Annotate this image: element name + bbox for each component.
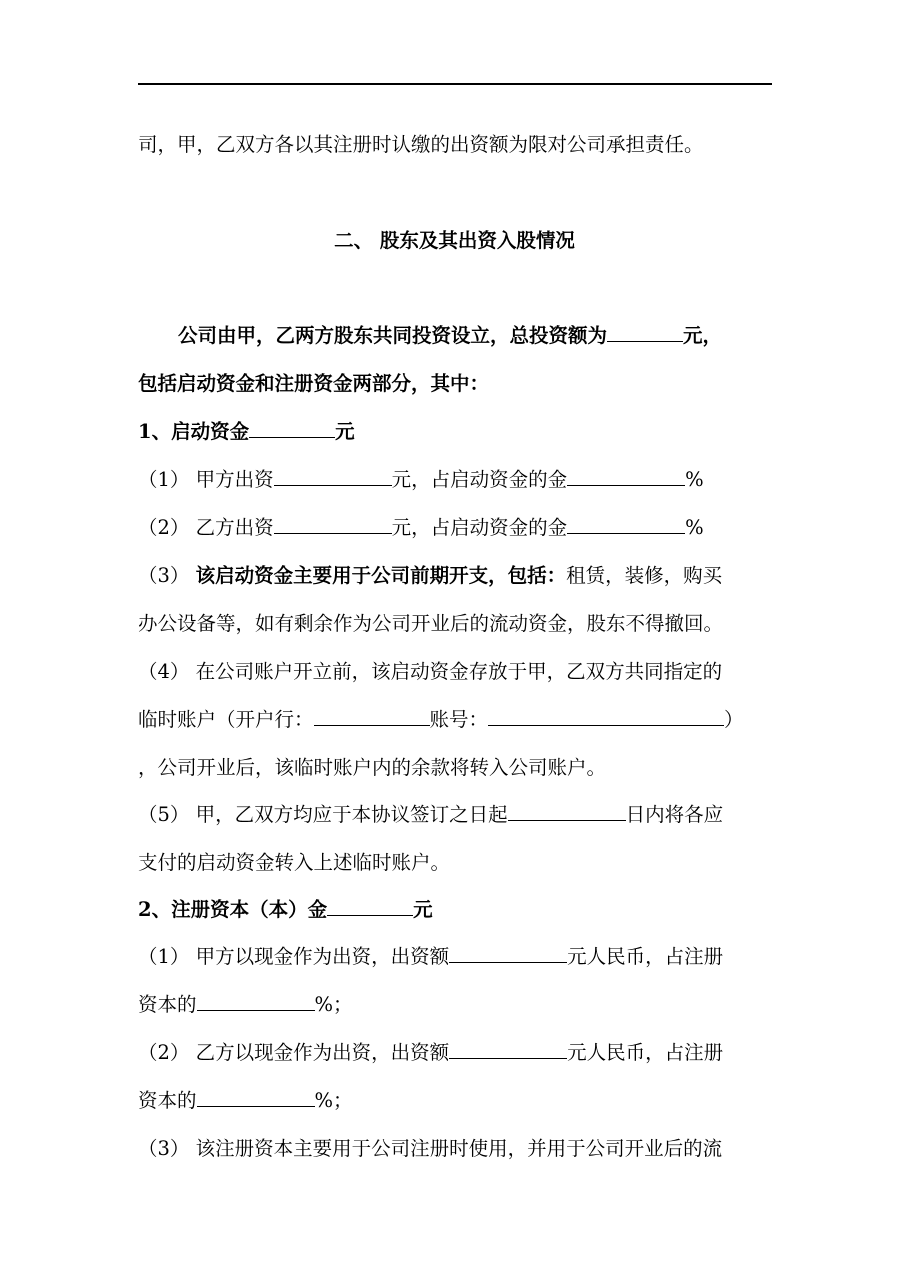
clause-line: （2） 乙方出资 元，占启动资金的金 % bbox=[138, 516, 704, 539]
blank-field[interactable] bbox=[508, 801, 626, 821]
intro-line: 公司由甲，乙两方股东共同投资设立，总投资额为 元， bbox=[178, 324, 723, 347]
clause-line: 资本的 %； bbox=[138, 993, 353, 1016]
subsection-title: 1、启动资金 元 bbox=[138, 420, 355, 443]
blank-field[interactable] bbox=[607, 322, 683, 342]
clause-line: （1） 甲方以现金作为出资，出资额 元人民币，占注册 bbox=[138, 945, 724, 968]
blank-field[interactable] bbox=[197, 991, 315, 1011]
clause-line: （1） 甲方出资 元，占启动资金的金 % bbox=[138, 468, 704, 491]
clause-line: （3） 该注册资本主要用于公司注册时使用，并用于公司开业后的流 bbox=[138, 1137, 723, 1160]
clause-line: （2） 乙方以现金作为出资，出资额 元人民币，占注册 bbox=[138, 1041, 724, 1064]
blank-field[interactable] bbox=[197, 1087, 315, 1107]
blank-field[interactable] bbox=[274, 514, 392, 534]
clause-line: （4） 在公司账户开立前，该启动资金存放于甲，乙双方共同指定的 bbox=[138, 660, 723, 683]
blank-field[interactable] bbox=[274, 466, 392, 486]
blank-field[interactable] bbox=[449, 943, 567, 963]
blank-field[interactable] bbox=[327, 896, 413, 916]
clause-line: 支付的启动资金转入上述临时账户。 bbox=[138, 851, 451, 874]
clause-line: 资本的 %； bbox=[138, 1089, 353, 1112]
blank-field[interactable] bbox=[488, 706, 724, 726]
clause-line: 临时账户（开户行： 账号： ） bbox=[138, 708, 744, 731]
blank-field[interactable] bbox=[314, 706, 430, 726]
header-rule bbox=[138, 83, 772, 85]
blank-field[interactable] bbox=[249, 418, 335, 438]
intro-line-2: 包括启动资金和注册资金两部分，其中： bbox=[138, 372, 490, 395]
blank-field[interactable] bbox=[567, 514, 685, 534]
clause-line: （3） 该启动资金主要用于公司前期开支，包括：租赁，装修，购买 bbox=[138, 564, 723, 587]
clause-line: ，公司开业后，该临时账户内的余款将转入公司账户。 bbox=[138, 756, 607, 779]
clause-line: 办公设备等，如有剩余作为公司开业后的流动资金，股东不得撤回。 bbox=[138, 612, 724, 635]
paragraph-line: 司，甲，乙双方各以其注册时认缴的出资额为限对公司承担责任。 bbox=[138, 133, 704, 156]
clause-line: （5） 甲，乙双方均应于本协议签订之日起 日内将各应 bbox=[138, 803, 724, 826]
blank-field[interactable] bbox=[449, 1039, 567, 1059]
subsection-title: 2、注册资本（本）金 元 bbox=[138, 898, 433, 921]
blank-field[interactable] bbox=[567, 466, 685, 486]
section-heading: 二、 股东及其出资入股情况 bbox=[334, 229, 575, 252]
